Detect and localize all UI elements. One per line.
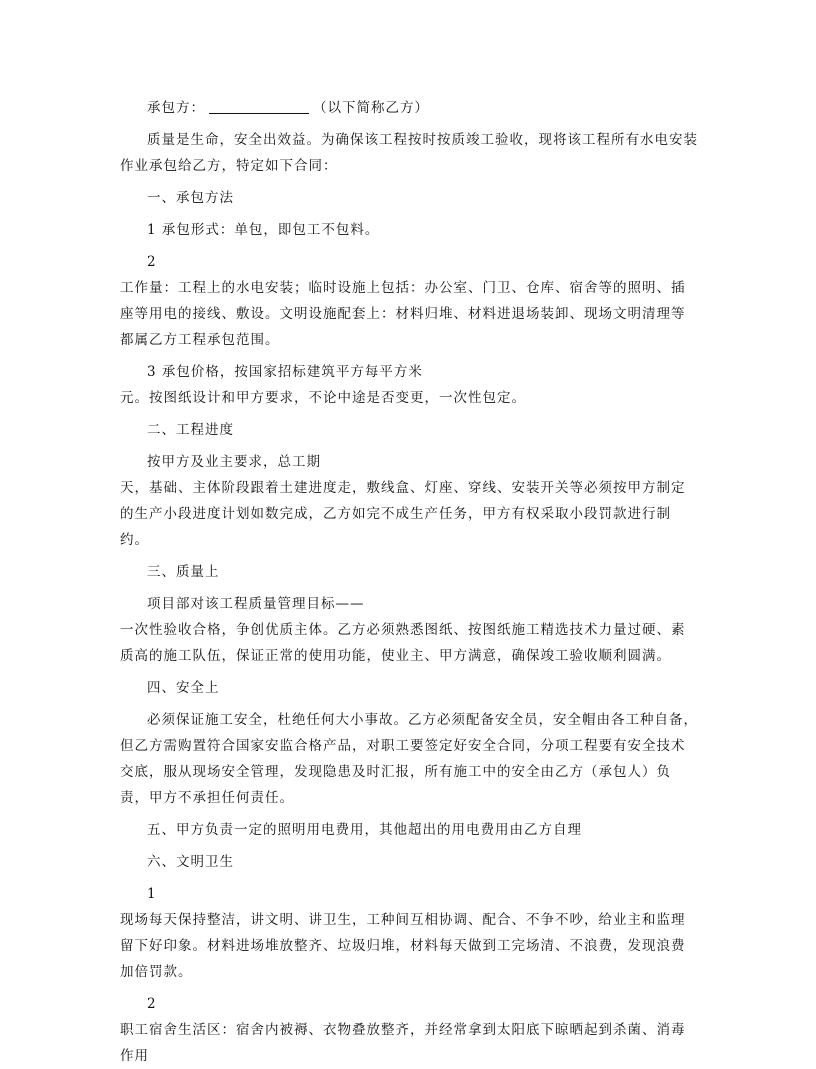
- section-heading-2: 二、工程进度: [147, 422, 234, 438]
- quality-goal-line: 项目部对该工程质量管理目标——: [147, 596, 365, 612]
- item-number-2: 2: [147, 254, 157, 270]
- section-heading-6: 六、文明卫生: [147, 854, 234, 870]
- quality-paragraph: 一次性验收合格，争创优质主体。乙方必须熟悉图纸、按图纸施工精选技术力量过硬、素质高的施工队伍，保证正常的使用功能，使业主、甲方满意，确保竣工验收顺利圆满。: [120, 622, 686, 664]
- contractor-line: [120, 95, 698, 121]
- safety-paragraph: 必须保证施工安全，杜绝任何大小事故。乙方必须配备安全员，安全帽由各工种自备，但乙方需购置符合国家安监合格产品，对职工要签定好安全合同，分项工程要有安全技术交底，服从现场安全管理，发现隐患及时汇报，所有施工中的安全由乙方（承包人）负责，甲方不承担任何责任。: [120, 712, 698, 806]
- contract-form-line: 1 承包形式：单包，即包工不包料。: [147, 222, 380, 238]
- item-number-1: 1: [147, 886, 157, 902]
- dormitory-paragraph: 职工宿舍生活区：宿舍内被褥、衣物叠放整齐，并经常拿到太阳底下晾晒起到杀菌、消毒作用: [120, 1022, 686, 1064]
- section-heading-3: 三、质量上: [147, 564, 220, 580]
- item-number-2b: 2: [147, 996, 157, 1012]
- contractor-note: （以下简称乙方）: [313, 100, 429, 116]
- intro-paragraph: 质量是生命，安全出效益。为确保该工程按时按质竣工验收，现将该工程所有水电安装作业承包给乙方，特定如下合同：: [120, 132, 698, 174]
- document-page: [120, 95, 698, 1069]
- workload-paragraph: 工作量：工程上的水电安装；临时设施上包括：办公室、门卫、仓库、宿舍等的照明、插座等用电的接线、敷设。文明设施配套上：材料归堆、材料进退场装卸、现场文明清理等都属乙方工程承包范围。: [120, 280, 686, 348]
- hygiene-paragraph: 现场每天保持整洁，讲文明、讲卫生，工种间互相协调、配合、不争不吵，给业主和监理留下好印象。材料进场堆放整齐、垃圾归堆，材料每天做到工完场清、不浪费，发现浪费加倍罚款。: [120, 912, 686, 980]
- schedule-paragraph: 天，基础、主体阶段跟着土建进度走，敷线盒、灯座、穿线、安装开关等必须按甲方制定的生产小段进度计划如数完成，乙方如完不成生产任务，甲方有权采取小段罚款进行制约。: [120, 480, 686, 548]
- section-heading-1: 一、承包方法: [147, 190, 234, 206]
- schedule-line: 按甲方及业主要求，总工期: [147, 454, 321, 470]
- price-continuation: 元。按图纸设计和甲方要求，不论中途是否变更，一次性包定。: [120, 390, 526, 406]
- contractor-blank: [209, 97, 309, 114]
- price-line: 3 承包价格，按国家招标建筑平方每平方米: [147, 364, 423, 380]
- section-heading-5: 五、甲方负责一定的照明用电费用，其他超出的用电费用由乙方自理: [147, 822, 582, 838]
- contractor-label: 承包方：: [147, 100, 205, 116]
- section-heading-4: 四、安全上: [147, 680, 220, 696]
